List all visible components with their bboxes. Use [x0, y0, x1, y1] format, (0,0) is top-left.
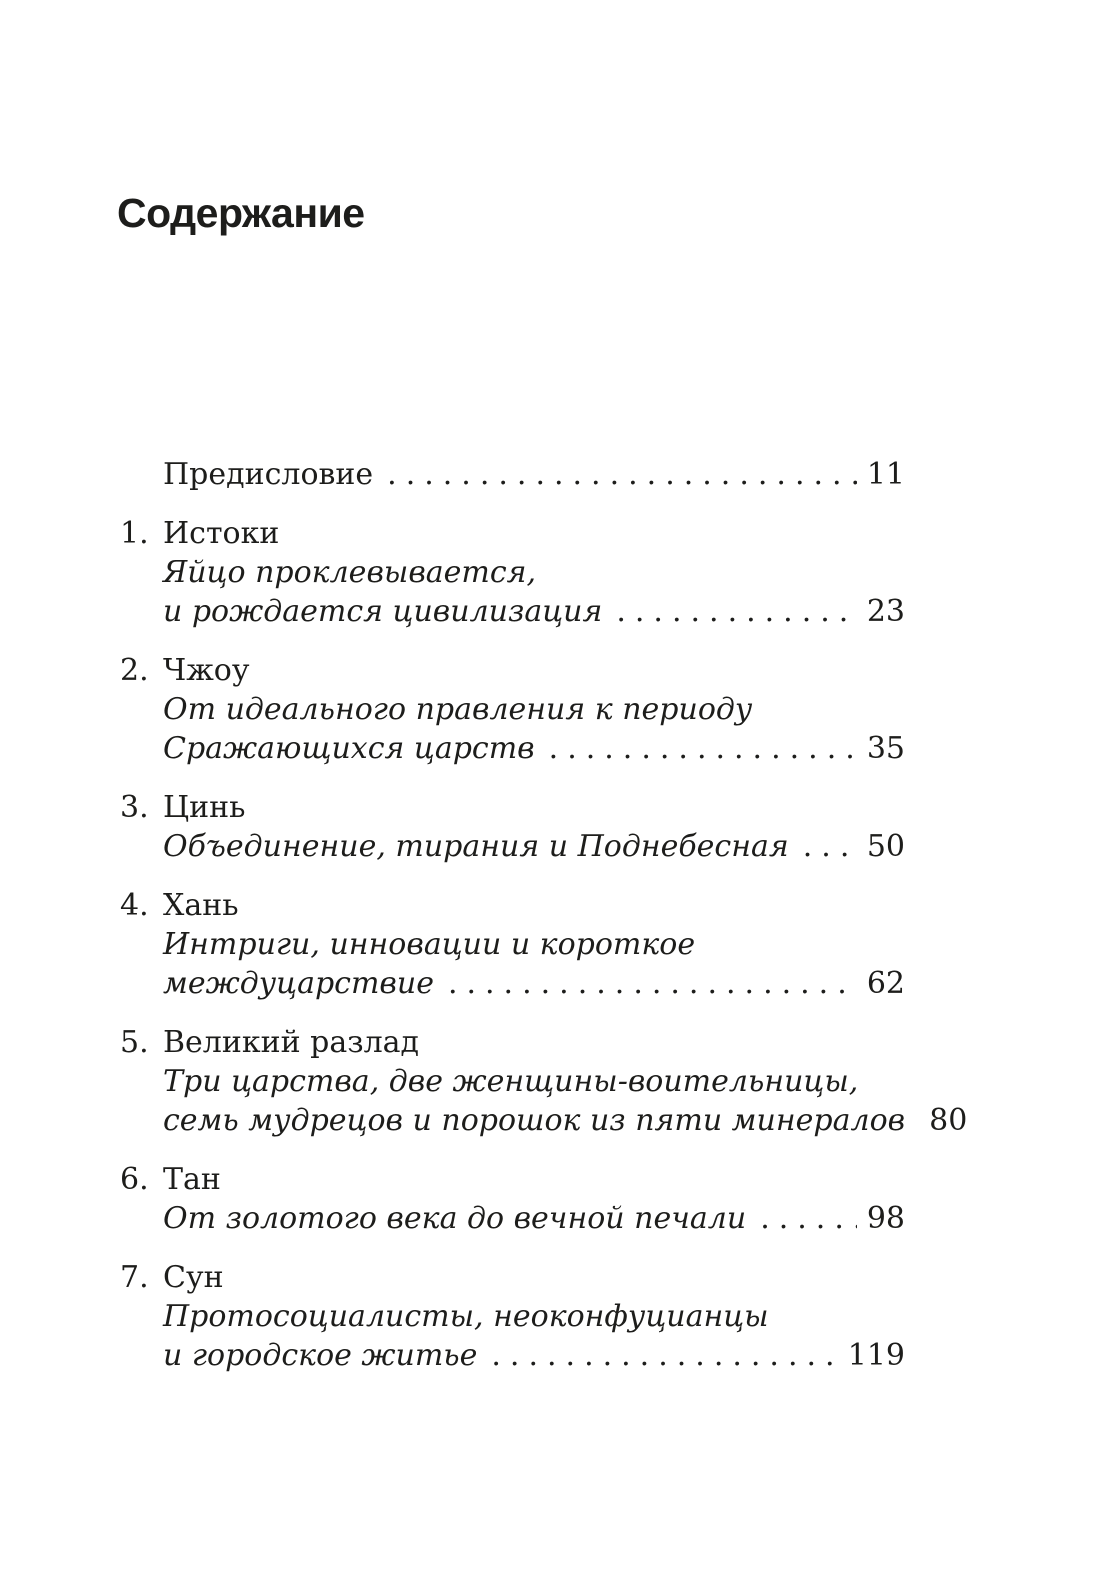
- page-title: Содержание: [117, 190, 365, 237]
- toc-entry-7: [120, 1258, 905, 1375]
- chapter-subtitle: Сражающихся царств: [163, 731, 535, 766]
- entry-number: 6.: [120, 1162, 149, 1197]
- chapter-subtitle: семь мудрецов и порошок из пяти минералов: [163, 1103, 906, 1138]
- chapter-title: Цинь: [163, 790, 246, 825]
- page-number: 119: [847, 1338, 905, 1373]
- chapter-title: Сун: [163, 1260, 224, 1295]
- entry-number: 3.: [120, 790, 149, 825]
- entry-number: 4.: [120, 888, 149, 923]
- dot-leader: [491, 1336, 837, 1375]
- dot-leader: [616, 592, 856, 631]
- chapter-subtitle: и городское житье: [163, 1338, 478, 1373]
- chapter-title: Великий разлад: [163, 1025, 419, 1060]
- dot-leader: [387, 455, 857, 494]
- toc-entry-4: [120, 886, 905, 1003]
- page-number: 23: [866, 594, 905, 629]
- entry-number: 1.: [120, 516, 149, 551]
- chapter-subtitle: От золотого века до вечной печали: [163, 1201, 747, 1236]
- chapter-subtitle: Объединение, тирания и Поднебесная: [163, 829, 789, 864]
- toc-entry-6: [120, 1160, 905, 1238]
- page-number: 35: [866, 731, 905, 766]
- page-number: 11: [866, 457, 905, 492]
- page-number: 50: [866, 829, 905, 864]
- toc-entry-1: [120, 514, 905, 631]
- chapter-title: Предисловие: [163, 457, 374, 492]
- entry-number: 5.: [120, 1025, 149, 1060]
- chapter-subtitle: Интриги, инновации и короткое: [163, 927, 696, 962]
- chapter-subtitle: От идеального правления к периоду: [163, 692, 753, 727]
- chapter-subtitle: Протосоциалисты, неоконфуцианцы: [163, 1299, 769, 1334]
- chapter-title: Истоки: [163, 516, 280, 551]
- dot-leader: [549, 729, 857, 768]
- dot-leader: [803, 827, 857, 866]
- dot-leader: [448, 964, 857, 1003]
- entry-number: [120, 455, 163, 494]
- toc-entry-3: [120, 788, 905, 866]
- chapter-title: Тан: [163, 1162, 221, 1197]
- entry-number: 2.: [120, 653, 149, 688]
- table-of-contents: [120, 455, 968, 1375]
- chapter-subtitle: и рождается цивилизация: [163, 594, 603, 629]
- chapter-subtitle: Три царства, две женщины-воительницы,: [163, 1064, 859, 1099]
- page-number: 98: [866, 1201, 905, 1236]
- chapter-title: Чжоу: [163, 653, 250, 688]
- page-number: 80: [929, 1103, 968, 1138]
- page-number: 62: [866, 966, 905, 1001]
- toc-entry-2: [120, 651, 905, 768]
- dot-leader: [760, 1199, 857, 1238]
- entry-number: 7.: [120, 1260, 149, 1295]
- toc-entry-5: [120, 1023, 968, 1140]
- chapter-subtitle: Яйцо проклевывается,: [163, 555, 537, 590]
- chapter-subtitle: междуцарствие: [163, 966, 434, 1001]
- chapter-title: Хань: [163, 888, 239, 923]
- toc-entry-preface: [120, 455, 905, 494]
